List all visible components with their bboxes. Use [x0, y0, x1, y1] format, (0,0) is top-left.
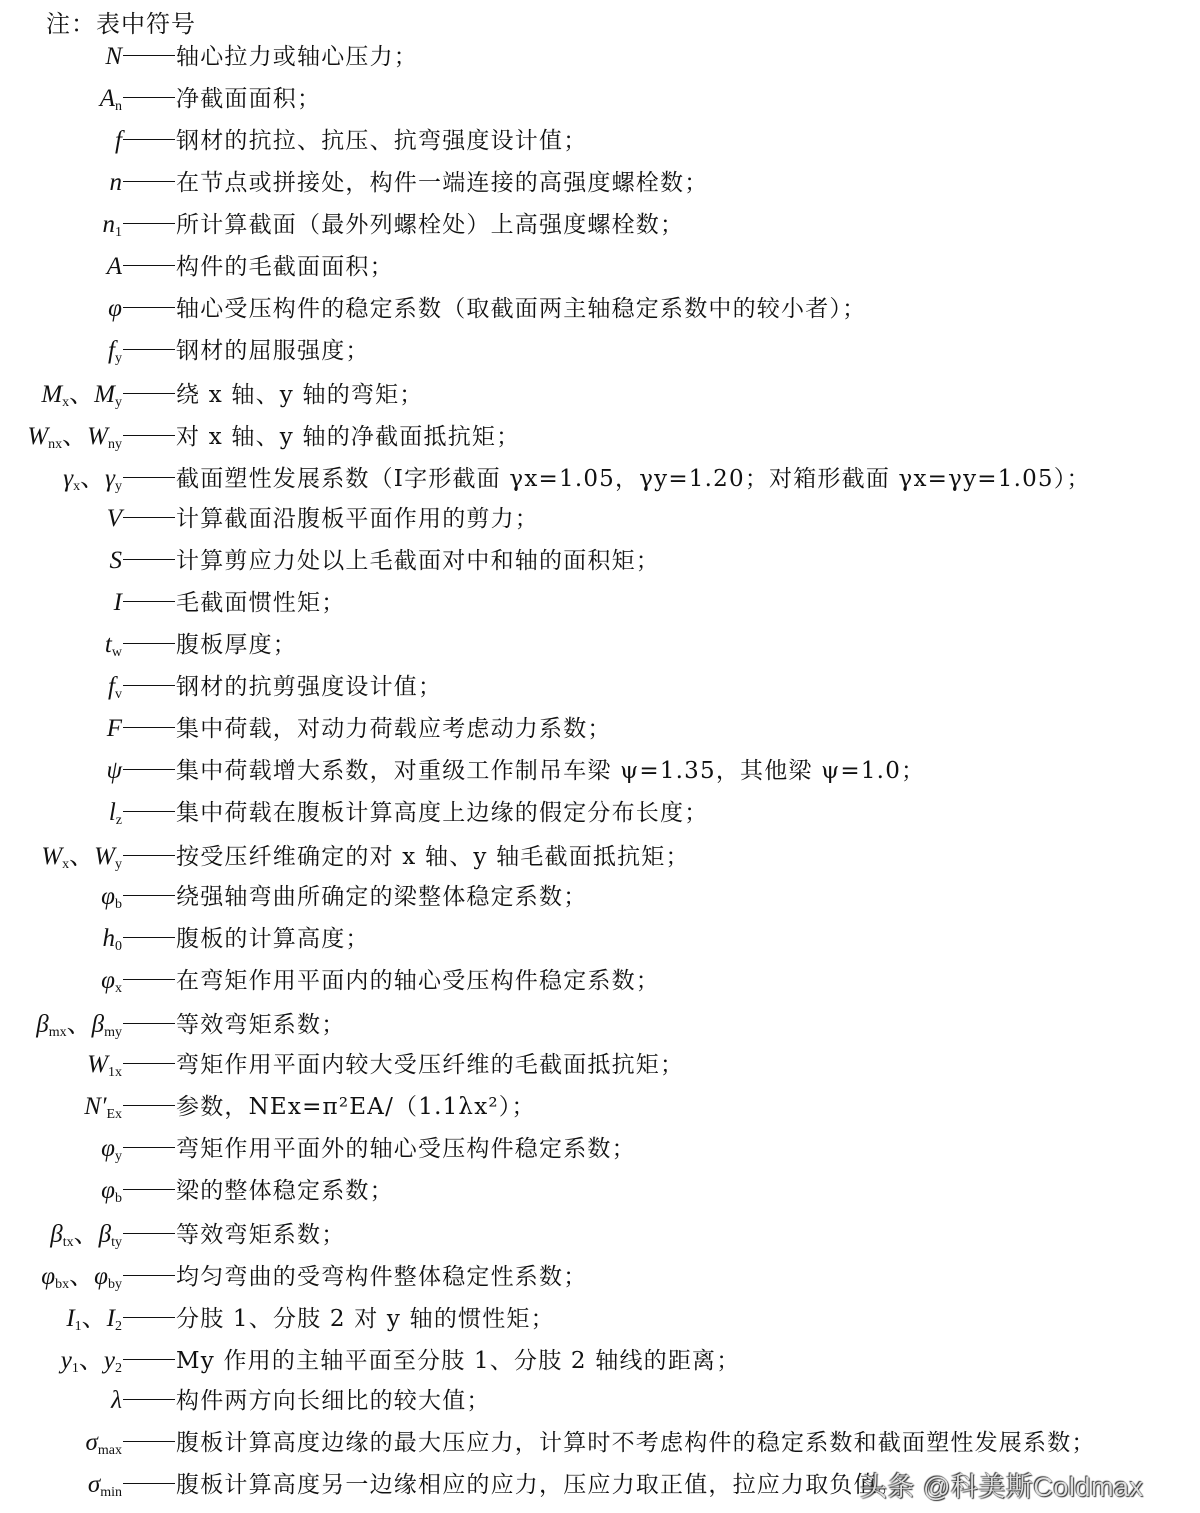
symbol-entry [0, 332, 1200, 372]
symbol-entry [0, 878, 1200, 918]
note-title: 注：表中符号 [46, 10, 196, 38]
symbol-entry [0, 1382, 1200, 1422]
symbol-description: 等效弯矩系数； [176, 1012, 346, 1038]
symbol-description: 轴心拉力或轴心压力； [176, 44, 418, 70]
em-dash-separator [123, 307, 175, 308]
symbol-entry [0, 38, 1200, 78]
em-dash-separator [123, 477, 175, 478]
symbol: N [105, 43, 122, 70]
em-dash-separator [123, 1275, 175, 1276]
symbol: $y_1$、$y_2$ [60, 1347, 122, 1376]
symbol-entry [0, 1088, 1200, 1128]
symbol-entry [0, 584, 1200, 624]
symbol-entry [0, 752, 1200, 792]
em-dash-separator [123, 1483, 175, 1484]
symbol: $\varphi_x$ [101, 967, 122, 996]
symbol-entry [0, 836, 1200, 876]
symbol: $\beta_{mx}$、$\beta_{my}$ [36, 1011, 122, 1040]
symbol-description: 钢材的抗剪强度设计值； [176, 674, 443, 700]
em-dash-separator [123, 559, 175, 560]
em-dash-separator [123, 435, 175, 436]
symbol: F [106, 715, 122, 742]
symbol-description: 钢材的抗拉、抗压、抗弯强度设计值； [176, 128, 588, 154]
em-dash-separator [123, 895, 175, 896]
symbol: λ [111, 1387, 122, 1414]
em-dash-separator [123, 1189, 175, 1190]
em-dash-separator [123, 223, 175, 224]
em-dash-separator [123, 727, 175, 728]
symbol-entry [0, 1172, 1200, 1212]
em-dash-separator [123, 1023, 175, 1024]
em-dash-separator [123, 181, 175, 182]
em-dash-separator [123, 1105, 175, 1106]
symbol: $\sigma_{max}$ [85, 1429, 122, 1458]
symbol: V [106, 505, 122, 532]
em-dash-separator [123, 1147, 175, 1148]
symbol-entry [0, 668, 1200, 708]
symbol-entry [0, 1298, 1200, 1338]
symbol-description: 绕强轴弯曲所确定的梁整体稳定系数； [176, 884, 588, 910]
symbol-description: 在节点或拼接处，构件一端连接的高强度螺栓数； [176, 170, 709, 196]
symbol-entry [0, 542, 1200, 582]
em-dash-separator [123, 1063, 175, 1064]
symbol: $A_n$ [99, 85, 122, 114]
symbol-entry [0, 1424, 1200, 1464]
symbol: S [109, 547, 122, 574]
symbol: φ [108, 295, 122, 322]
symbol-description: 等效弯矩系数； [176, 1222, 346, 1248]
symbol-entry [0, 458, 1200, 498]
symbol-entry [0, 248, 1200, 288]
symbol: $\varphi_{bx}$、$\varphi_{by}$ [41, 1263, 122, 1292]
symbol-description: 腹板厚度； [176, 632, 297, 658]
symbol-description: 构件的毛截面面积； [176, 254, 394, 280]
symbol-entry [0, 710, 1200, 750]
symbol: $t_w$ [104, 631, 122, 660]
symbol-entry [0, 962, 1200, 1002]
symbol: $n_1$ [102, 211, 122, 240]
em-dash-separator [123, 349, 175, 350]
em-dash-separator [123, 855, 175, 856]
symbol-description: 均匀弯曲的受弯构件整体稳定性系数； [176, 1264, 588, 1290]
em-dash-separator [123, 643, 175, 644]
symbol: I [113, 589, 122, 616]
symbol-description: 集中荷载在腹板计算高度上边缘的假定分布长度； [176, 800, 709, 826]
symbol-description: 弯矩作用平面内较大受压纤维的毛截面抵抗矩； [176, 1052, 685, 1078]
symbol-entry [0, 626, 1200, 666]
symbol: $\gamma_x$、$\gamma_y$ [63, 465, 122, 494]
symbol-entry [0, 1340, 1200, 1380]
symbol-description: 在弯矩作用平面内的轴心受压构件稳定系数； [176, 968, 660, 994]
symbol: f [115, 127, 122, 154]
em-dash-separator [123, 979, 175, 980]
symbol-description: 腹板计算高度边缘的最大压应力，计算时不考虑构件的稳定系数和截面塑性发展系数； [176, 1430, 1096, 1456]
em-dash-separator [123, 1441, 175, 1442]
em-dash-separator [123, 393, 175, 394]
symbol: $M_x$、$M_y$ [41, 381, 122, 410]
symbol-entry [0, 794, 1200, 834]
symbol-entry [0, 920, 1200, 960]
symbol-entry [0, 1256, 1200, 1296]
symbol-description: 分肢 1、分肢 2 对 y 轴的惯性矩； [176, 1306, 555, 1332]
symbol-description: 轴心受压构件的稳定系数（取截面两主轴稳定系数中的较小者）； [176, 296, 867, 322]
symbol: $h_0$ [102, 925, 122, 954]
symbol: $W_{1x}$ [87, 1051, 122, 1080]
symbol-description: 所计算截面（最外列螺栓处）上高强度螺栓数； [176, 212, 685, 238]
symbol: $\varphi_y$ [101, 1135, 122, 1164]
symbol-entry [0, 500, 1200, 540]
symbol-description: 梁的整体稳定系数； [176, 1178, 394, 1204]
symbol-description: 截面塑性发展系数（I字形截面 γx=1.05，γy=1.20；对箱形截面 γx=γy=1.05）； [176, 466, 1091, 492]
symbol-description: 绕 x 轴、y 轴的弯矩； [176, 382, 424, 408]
symbol: $I_1$、$I_2$ [66, 1305, 122, 1334]
watermark: 头条 @科美斯Coldmax [860, 1472, 1144, 1502]
symbol-description: 构件两方向长细比的较大值； [176, 1388, 491, 1414]
symbol-description: 腹板的计算高度； [176, 926, 370, 952]
em-dash-separator [123, 1317, 175, 1318]
symbol-entry [0, 1046, 1200, 1086]
symbol-description: 参数，NEx=π²EA/（1.1λx²）； [176, 1094, 536, 1120]
em-dash-separator [123, 937, 175, 938]
symbol-entry [0, 1004, 1200, 1044]
symbol-entry [0, 1130, 1200, 1170]
symbol-description: 钢材的屈服强度； [176, 338, 370, 364]
symbol-description: 集中荷载，对动力荷载应考虑动力系数； [176, 716, 612, 742]
symbol-description: 计算剪应力处以上毛截面对中和轴的面积矩； [176, 548, 660, 574]
em-dash-separator [123, 601, 175, 602]
symbol: $N'_{Ex}$ [84, 1093, 122, 1122]
symbol-description: 集中荷载增大系数，对重级工作制吊车梁 ψ=1.35，其他梁 ψ=1.0； [176, 758, 926, 784]
em-dash-separator [123, 139, 175, 140]
symbol: $W_{nx}$、$W_{ny}$ [27, 423, 122, 452]
em-dash-separator [123, 1359, 175, 1360]
em-dash-separator [123, 1233, 175, 1234]
em-dash-separator [123, 265, 175, 266]
symbol: A [106, 253, 122, 280]
symbol: $\beta_{tx}$、$\beta_{ty}$ [50, 1221, 122, 1250]
em-dash-separator [123, 55, 175, 56]
symbol: $\varphi_b$ [101, 883, 122, 912]
em-dash-separator [123, 811, 175, 812]
symbol-entry [0, 206, 1200, 246]
symbol-description: My 作用的主轴平面至分肢 1、分肢 2 轴线的距离； [176, 1348, 741, 1374]
symbol: $l_z$ [108, 799, 122, 828]
symbol-entry [0, 1214, 1200, 1254]
symbol-description: 毛截面惯性矩； [176, 590, 346, 616]
symbol-description: 腹板计算高度另一边缘相应的应力，压应力取正值，拉应力取负值。 [176, 1472, 902, 1498]
symbol-entry [0, 164, 1200, 204]
symbol: ψ [106, 757, 122, 784]
em-dash-separator [123, 769, 175, 770]
symbol-description: 弯矩作用平面外的轴心受压构件稳定系数； [176, 1136, 636, 1162]
em-dash-separator [123, 685, 175, 686]
em-dash-separator [123, 517, 175, 518]
symbol: $f_v$ [108, 673, 122, 702]
symbol: $\sigma_{min}$ [87, 1471, 122, 1500]
symbol-entry [0, 416, 1200, 456]
symbol-description: 净截面面积； [176, 86, 322, 112]
symbol-description: 计算截面沿腹板平面作用的剪力； [176, 506, 539, 532]
symbol-entry [0, 374, 1200, 414]
symbol-description: 对 x 轴、y 轴的净截面抵抗矩； [176, 424, 521, 450]
symbol: $\varphi_b$ [101, 1177, 122, 1206]
symbol-entry [0, 122, 1200, 162]
symbol: n [109, 169, 122, 196]
em-dash-separator [123, 97, 175, 98]
symbol-entry [0, 290, 1200, 330]
symbol-description: 按受压纤维确定的对 x 轴、y 轴毛截面抵抗矩； [176, 844, 690, 870]
symbol-entry [0, 80, 1200, 120]
symbol: $W_x$、$W_y$ [41, 843, 122, 872]
em-dash-separator [123, 1399, 175, 1400]
symbol: $f_y$ [108, 337, 122, 366]
